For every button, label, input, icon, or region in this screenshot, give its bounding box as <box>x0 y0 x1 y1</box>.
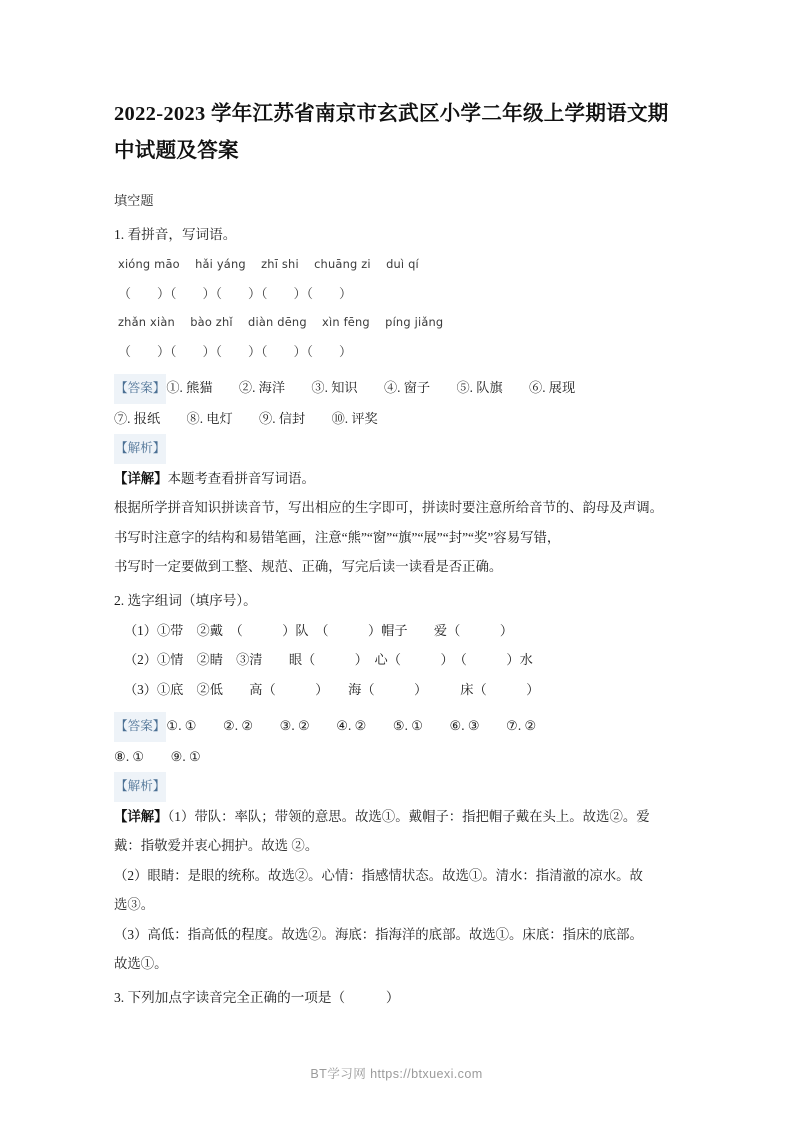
question-2-analysis-tag-row <box>114 771 680 802</box>
question-block-1 <box>114 220 680 582</box>
question-2-explanation-text-1: （1）带队：率队；带领的意思。故选①。戴帽子：指把帽子戴在头上。故选②。爱 <box>167 808 650 824</box>
question-2-answer-line-1 <box>114 711 680 742</box>
analysis-tag: 【解析】 <box>114 772 166 802</box>
question-2-explanation-line-6: 故选①。 <box>114 956 168 971</box>
question-1-analysis-tag-row <box>114 433 680 464</box>
document-body <box>114 96 680 1013</box>
question-1-bracket-row-2: （ ）（ ）（ ）（ ）（ ） <box>118 344 353 359</box>
question-3-stem: 3. 下列加点字读音完全正确的一项是（ ） <box>114 989 400 1005</box>
question-block-2 <box>114 586 680 979</box>
section-heading: 填空题 <box>114 193 154 208</box>
question-1-answer-items-1: ①. 熊猫 ②. 海洋 ③. 知识 ④. 窗子 ⑤. 队旗 ⑥. 展现 <box>166 380 576 395</box>
question-1-stem: 1. 看拼音，写词语。 <box>114 227 237 242</box>
question-2-explanation-line-3: （2）眼睛：是眼的统称。故选②。心情：指感情状态。故选①。清水：指清澈的凉水。故 <box>114 867 643 883</box>
question-block-3 <box>114 983 680 1013</box>
footer-watermark: BT学习网 https://btxuexi.com <box>310 1067 483 1081</box>
question-1-answer-line-1 <box>114 373 680 404</box>
question-2-explanation-line-1 <box>114 802 680 832</box>
question-2-sub-item-3: （3）①底 ②低 高（ ） 海（ ） 床（ ） <box>124 681 540 697</box>
question-2-answer-block <box>114 711 680 771</box>
question-2-answer-items-1: ①. ① ②. ② ③. ② ④. ② ⑤. ① ⑥. ③ ⑦. ② <box>166 718 537 733</box>
detail-tag: 【详解】 <box>114 470 168 486</box>
question-2-sub-item-2: （2）①情 ②睛 ③清 眼（ ） 心（ ） （ ）水 <box>124 652 533 667</box>
question-2-answer-line-2: ⑧. ① ⑨. ① <box>114 748 201 764</box>
question-2-explanation-line-4: 选③。 <box>114 897 155 912</box>
question-1-pinyin-row-1: xióng māo hǎi yáng zhī shi chuāng zi duì qí <box>118 257 419 271</box>
question-1-explanation-line-1: 根据所学拼音知识拼读音节，写出相应的生字即可，拼读时要注意所给音节的、韵母及声调。 <box>114 500 664 515</box>
question-1-detail-text: 本题考查看拼音写词语。 <box>167 470 315 486</box>
question-1-explanation-line-2: 书写时注意字的结构和易错笔画，注意“熊”“窗”“旗”“展”“封”“奖”容易写错， <box>114 529 561 545</box>
detail-tag: 【详解】 <box>114 808 168 824</box>
question-2-stem: 2. 选字组词（填序号）。 <box>114 592 257 608</box>
question-2-sub-item-1: （1）①带 ②戴 （ ）队 （ ）帽子 爱（ ） <box>124 622 514 638</box>
question-2-explanation-line-5: （3）高低：指高低的程度。故选②。海底：指海洋的底部。故选①。床底：指床的底部。 <box>114 926 643 942</box>
question-1-bracket-row-1: （ ）（ ）（ ）（ ）（ ） <box>118 286 353 301</box>
question-1-answer-line-2: ⑦. 报纸 ⑧. 电灯 ⑨. 信封 ⑩. 评奖 <box>114 410 378 426</box>
question-2-explanation-line-2: 戴：指敬爱并衷心拥护。故选 ②。 <box>114 838 319 853</box>
answer-tag: 【答案】 <box>114 374 166 404</box>
answer-tag: 【答案】 <box>114 712 166 742</box>
question-1-pinyin-row-2: zhǎn xiàn bào zhǐ diàn dēng xìn fēng píng jiǎng <box>118 315 444 329</box>
question-1-explanation-line-3: 书写时一定要做到工整、规范、正确，写完后读一读看是否正确。 <box>114 559 503 574</box>
question-1-answer-block <box>114 373 680 433</box>
question-1-detail-line <box>114 464 680 494</box>
analysis-tag: 【解析】 <box>114 434 166 464</box>
page-title: 2022-2023 学年江苏省南京市玄武区小学二年级上学期语文期中试题及答案 <box>114 103 669 162</box>
